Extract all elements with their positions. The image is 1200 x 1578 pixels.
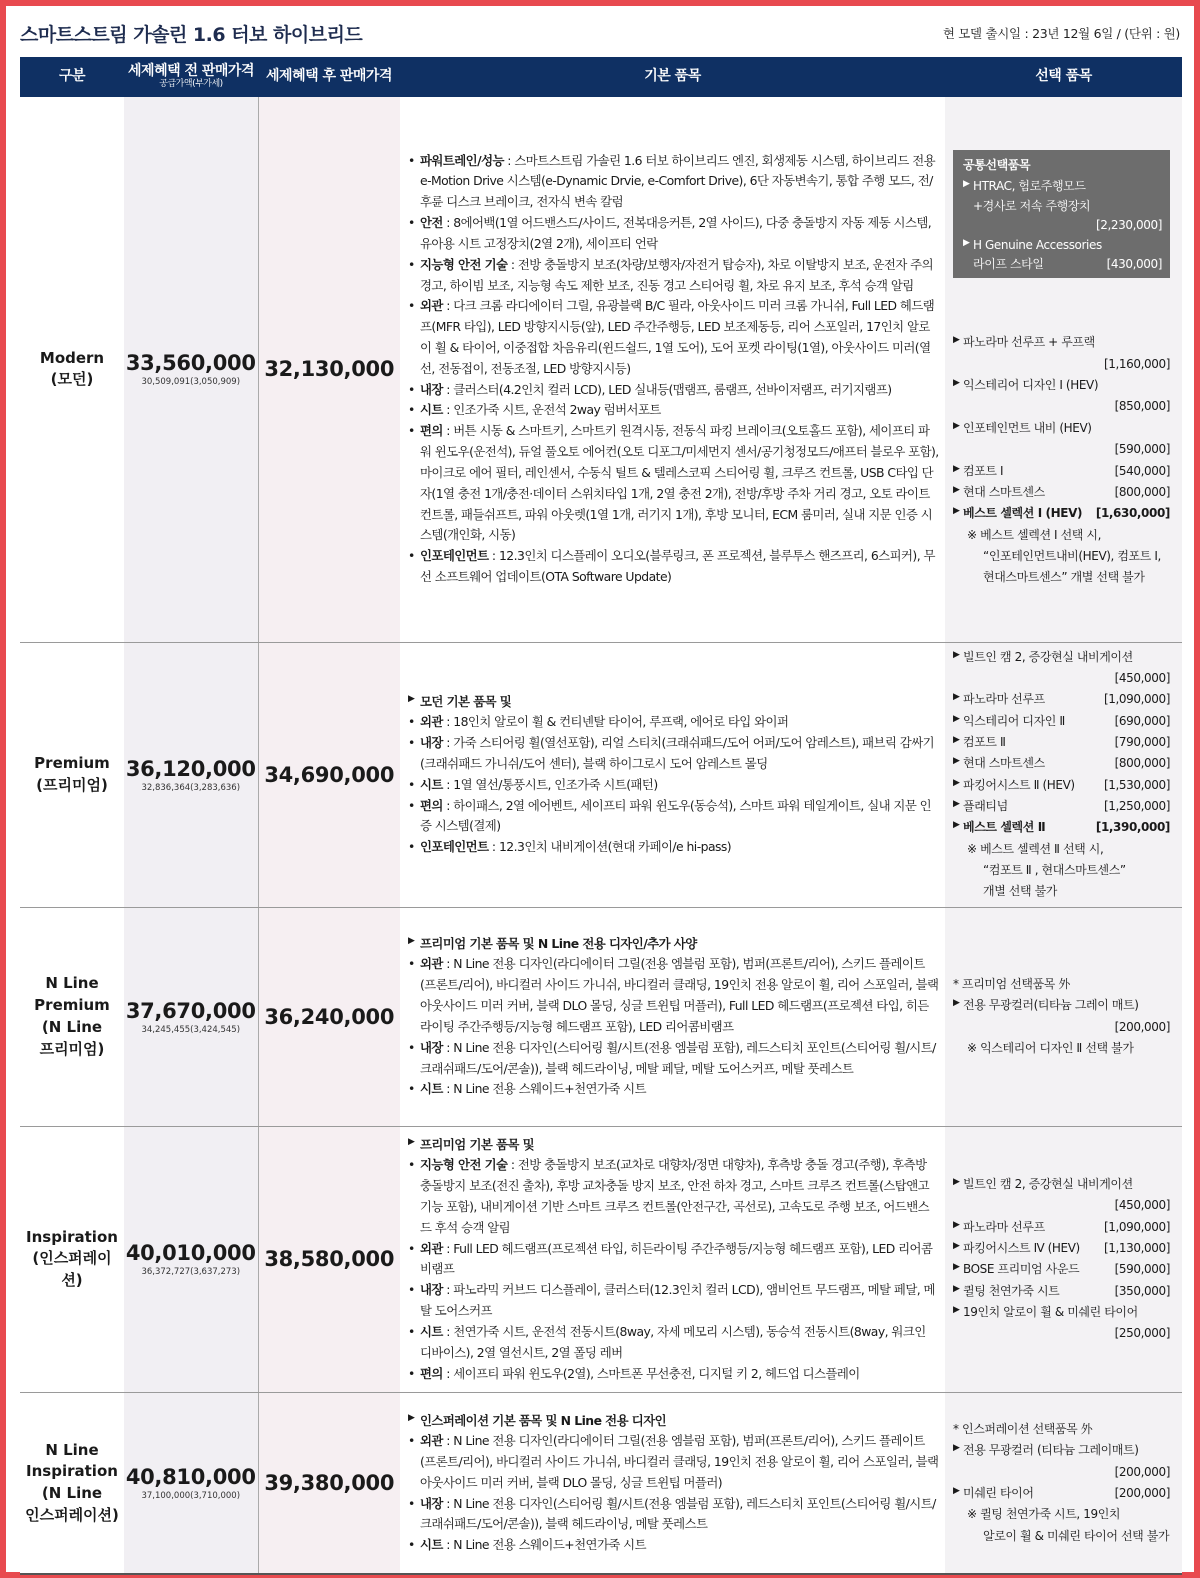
option-item: ▶ 플래티넘 [1,250,000] xyxy=(953,796,1170,817)
basic-item: • 외관 : N Line 전용 디자인(라디에이터 그릴(전용 엠블럼 포함), 범퍼(프론트/리어), 스키드 플레이트(프론트/리어), 바디컬러 사이드 가니쉬, 바디컬러 클래딩, 19인치 전용 알로이 휠, 리어 스포일러, 블랙 아웃사이드 미러 커버, 블랙 DLO 몰딩, 싱글 트윈팁 머플러), Full LED 헤드램프(프로젝션 타입, 히든라이팅 주간주행등/지능형 헤드램프 포함), LED 리어콤비램프 xyxy=(408,956,939,1034)
basic-item: • 지능형 안전 기술 : 전방 충돌방지 보조(차량/보행자/자전거 탑승자), 차로 이탈방지 보조, 운전자 주의 경고, 하이빔 보조, 지능형 속도 제한 보조, 진동 경고 스티어링 휠, 차로 유지 보조, 후석 승객 알림 xyxy=(408,256,933,293)
option-item: ▶ 파킹어시스트 Ⅳ (HEV) [1,130,000] xyxy=(953,1238,1170,1259)
basic-item: • 외관 : 18인치 알로이 휠 & 컨티넨탈 타이어, 루프랙, 에어로 타입 와이퍼 xyxy=(408,712,939,733)
price-before-value: 33,560,000 xyxy=(125,351,256,376)
basic-items xyxy=(400,1392,945,1574)
triangle-bullet-icon: ▶ xyxy=(963,179,970,190)
basic-item: • 시트 : 1열 열선/통풍시트, 인조가죽 시트(패턴) xyxy=(408,775,939,796)
triangle-bullet-icon: ▶ xyxy=(963,237,970,248)
basic-lead: ▶ 모던 기본 품목 및 xyxy=(408,694,512,710)
trim-name: Inspiration (인스퍼레이션) xyxy=(20,1126,124,1392)
bullet-icon: • xyxy=(408,1537,415,1553)
price-table xyxy=(20,57,1182,1575)
supply-price-vat: 37,100,000(3,710,000) xyxy=(141,1491,241,1502)
basic-item: • 파워트레인/성능 : 스마트스트림 가솔린 1.6 터보 하이브리드 엔진, 회생제동 시스템, 하이브리드 전용 e-Motion Drive 시스템(e-Dynamic Drvie, e-Comfort Drive), 6단 자동변속기, 통합 주행 모드, 전/후륜 디스크 브레이크, 전자식 변속 칼럼 xyxy=(408,152,936,210)
triangle-bullet-icon: ▶ xyxy=(953,1176,960,1187)
bullet-icon: • xyxy=(408,1323,415,1339)
price-before-value: 37,670,000 xyxy=(125,998,256,1023)
price-before-value: 36,120,000 xyxy=(125,756,256,781)
basic-item: • 시트 : 인조가죽 시트, 운전석 2way 럼버서포트 xyxy=(408,400,939,421)
col-header-basic: 기본 품목 xyxy=(400,57,945,97)
bullet-icon: • xyxy=(408,956,415,972)
basic-item: • 외관 : N Line 전용 디자인(라디에이터 그릴(전용 엠블럼 포함), 범퍼(프론트/리어), 스키드 플레이트(프론트/리어), 바디컬러 사이드 가니쉬, 바디컬러 클래딩, 19인치 전용 알로이 휠, 리어 스포일러, 블랙 아웃사이드 미러 커버, 블랙 DLO 몰딩, 싱글 트윈팁 머플러) xyxy=(408,1433,939,1490)
option-items xyxy=(945,642,1182,907)
basic-item: • 내장 : 클러스터(4.2인치 컬러 LCD), LED 실내등(맵램프, 룸램프, 선바이저램프, 러기지램프) xyxy=(408,380,939,401)
basic-item: • 편의 : 세이프티 파워 윈도우(2열), 스마트폰 무선충전, 디지털 키 2, 헤드업 디스플레이 xyxy=(408,1364,939,1385)
price-after-tax-benefit: 36,240,000 xyxy=(258,907,400,1126)
basic-item: • 내장 : 가죽 스티어링 휠(열선포함), 리얼 스티치(크래쉬패드/도어 어퍼/도어 암레스트), 패브릭 감싸기(크래쉬패드 가니쉬/도어 센터), 블랙 하이그로시 도어 암레스트 몰딩 xyxy=(408,735,935,771)
price-before-value: 40,810,000 xyxy=(125,1465,256,1490)
price-after-tax-benefit: 32,130,000 xyxy=(258,97,400,642)
bullet-icon: • xyxy=(408,256,415,272)
triangle-bullet-icon: ▶ xyxy=(408,1413,415,1424)
price-sheet-page xyxy=(6,6,1194,1572)
option-items xyxy=(945,1392,1182,1574)
triangle-bullet-icon: ▶ xyxy=(953,335,960,346)
bullet-icon: • xyxy=(408,1157,415,1173)
trim-name: N Line Premium (N Line 프리미엄) xyxy=(20,907,124,1126)
bullet-icon: • xyxy=(408,1240,415,1256)
supply-price-vat: 32,836,364(3,283,636) xyxy=(141,782,241,793)
bullet-icon: • xyxy=(408,776,415,792)
triangle-bullet-icon: ▶ xyxy=(953,692,960,703)
option-item: ▶ 현대 스마트센스 [800,000] xyxy=(953,753,1170,774)
price-before-tax-benefit xyxy=(124,1392,258,1574)
triangle-bullet-icon: ▶ xyxy=(953,463,960,474)
col-header-price-before: 세제혜택 전 판매가격 공급가액(부가세) xyxy=(124,57,258,97)
table-header-row xyxy=(20,57,1182,97)
basic-item: • 편의 : 버튼 시동 & 스마트키, 스마트키 원격시동, 전동식 파킹 브레이크(오토홀드 포함), 세이프티 파워 윈도우(운전석), 듀얼 풀오토 에어컨(오토 디포그/미세먼지 센서/공기청정모드/애프터 블로우 포함), 마이크로 에어 필터, 레인센서, 수동식 틸트 & 텔레스코픽 스티어링 휠, 크루즈 컨트롤, USB C타입 단자(1열 충전 1개/충전·데이터 스위치타입 1개, 2열 충전 2개), 전방/후방 주차 거리 경고, 오토 라이트 컨트롤, 패들쉬프트, 파워 아웃렛(1열 1개, 러기지 1개), 후방 모니터, ECM 룸미러, 실내 지문 인증 시스템(개인화, 시동) xyxy=(408,423,939,543)
col-header-price-after: 세제혜택 후 판매가격 xyxy=(258,57,400,97)
bullet-icon: • xyxy=(408,839,415,855)
bullet-icon: • xyxy=(408,381,415,397)
option-item: ▶ 베스트 셀렉션 Ⅱ [1,390,000] xyxy=(953,817,1170,838)
option-item: ▶ BOSE 프리미엄 사운드 [590,000] xyxy=(953,1259,1170,1280)
options-note-star: * 프리미엄 선택품목 外 xyxy=(953,977,1070,992)
trim-name: Modern (모던) xyxy=(20,97,124,642)
supply-price-vat: 34,245,455(3,424,545) xyxy=(141,1024,241,1035)
bullet-icon: • xyxy=(408,1433,415,1449)
triangle-bullet-icon: ▶ xyxy=(408,694,415,705)
bullet-icon: • xyxy=(408,215,415,231)
triangle-bullet-icon: ▶ xyxy=(953,799,960,810)
basic-items xyxy=(400,1126,945,1392)
option-item: ▶ 파노라마 선루프 + 루프랙 [1,160,000] xyxy=(953,332,1170,375)
price-after-tax-benefit: 39,380,000 xyxy=(258,1392,400,1574)
basic-item: • 안전 : 8에어백(1열 어드밴스드/사이드, 전복대응커튼, 2열 사이드), 다중 충돌방지 자동 제동 시스템, 유아용 시트 고정장치(2열 2개), 세이프티 언락 xyxy=(408,215,932,251)
triangle-bullet-icon: ▶ xyxy=(953,777,960,788)
option-item: ▶ 빌트인 캠 2, 증강현실 내비게이션 [450,000] xyxy=(953,1174,1170,1217)
option-item: ▶ 파킹어시스트 Ⅱ (HEV) [1,530,000] xyxy=(953,775,1170,796)
basic-item: • 외관 : 다크 크롬 라디에이터 그릴, 유광블랙 B/C 필라, 아웃사이드 미러 크롬 가니쉬, Full LED 헤드램프(MFR 타입), LED 방향지시등(앞), LED 주간주행등, LED 보조제동등, 리어 스포일러, 17인치 알로이 휠 & 타이어, 이중접합 차음유리(윈드쉴드, 1열 도어), 도어 포켓 라이팅(1열), 아웃사이드 미러(열선, 전동접이, 전동조절, LED 방향지시등) xyxy=(408,298,935,376)
option-restriction-note: ※ 익스테리어 디자인 Ⅱ 선택 불가 xyxy=(967,1041,1134,1056)
triangle-bullet-icon: ▶ xyxy=(953,1240,960,1251)
table-row xyxy=(20,97,1182,642)
triangle-bullet-icon: ▶ xyxy=(953,484,960,495)
triangle-bullet-icon: ▶ xyxy=(953,820,960,831)
triangle-bullet-icon: ▶ xyxy=(953,713,960,724)
bullet-icon: • xyxy=(408,1365,415,1381)
bullet-icon: • xyxy=(408,714,415,730)
basic-items xyxy=(400,97,945,642)
basic-items xyxy=(400,642,945,907)
option-items xyxy=(945,1126,1182,1392)
option-item: ▶ 퀼팅 천연가죽 시트 [350,000] xyxy=(953,1281,1170,1302)
triangle-bullet-icon: ▶ xyxy=(953,1262,960,1273)
bullet-icon: • xyxy=(408,298,415,314)
col-header-options: 선택 품목 xyxy=(945,57,1182,97)
col-header-trim: 구분 xyxy=(20,57,124,97)
basic-item: • 시트 : N Line 전용 스웨이드+천연가죽 시트 xyxy=(408,1079,939,1100)
supply-price-vat: 36,372,727(3,637,273) xyxy=(141,1267,241,1278)
price-after-tax-benefit: 34,690,000 xyxy=(258,642,400,907)
bullet-icon: • xyxy=(408,152,415,168)
basic-lead: ▶ 프리미엄 기본 품목 및 xyxy=(408,1137,535,1153)
triangle-bullet-icon: ▶ xyxy=(953,1443,960,1454)
price-before-tax-benefit xyxy=(124,97,258,642)
option-item: ▶ 파노라마 선루프 [1,090,000] xyxy=(953,689,1170,710)
option-item: ▶ 빌트인 캠 2, 증강현실 내비게이션 [450,000] xyxy=(953,647,1170,690)
basic-item: • 내장 : N Line 전용 디자인(스티어링 휠/시트(전용 엠블럼 포함), 레드스티치 포인트(스티어링 휠/시트/크래쉬패드/도어/콘솔)), 블랙 헤드라이닝, 메탈 풋레스트 xyxy=(408,1495,936,1532)
option-item: ▶ 미쉐린 타이어 [200,000] xyxy=(953,1483,1170,1504)
price-after-tax-benefit: 38,580,000 xyxy=(258,1126,400,1392)
trim-name: Premium (프리미엄) xyxy=(20,642,124,907)
bullet-icon: • xyxy=(408,1282,415,1298)
option-item: ▶ 베스트 셀렉션 Ⅰ (HEV) [1,630,000] xyxy=(953,503,1170,524)
supply-price-vat: 30,509,091(3,050,909) xyxy=(141,377,241,388)
basic-item: • 인포테인먼트 : 12.3인치 디스플레이 오디오(블루링크, 폰 프로젝션, 블루투스 핸즈프리, 6스피커), 무선 소프트웨어 업데이트(OTA Software Update) xyxy=(408,548,935,585)
triangle-bullet-icon: ▶ xyxy=(953,1305,960,1316)
option-items xyxy=(945,907,1182,1126)
price-before-tax-benefit xyxy=(124,907,258,1126)
bullet-icon: • xyxy=(408,1081,415,1097)
option-restriction-note: ※ 퀼팅 천연가죽 시트, 19인치 알로이 휠 & 미쉐린 타이어 선택 불가 xyxy=(967,1507,1170,1543)
release-date-unit: 현 모델 출시일 : 23년 12월 6일 / (단위 : 원) xyxy=(942,26,1180,41)
triangle-bullet-icon: ▶ xyxy=(953,734,960,745)
option-restriction-note: ※ 베스트 셀렉션 Ⅱ 선택 시, “컴포트 Ⅱ , 현대스마트센스” 개별 선택 불가 xyxy=(967,841,1126,899)
basic-item: • 시트 : 천연가죽 시트, 운전석 전동시트(8way, 자세 메모리 시스템), 동승석 전동시트(8way, 워크인 디바이스), 2열 열선시트, 2열 폴딩 레버 xyxy=(408,1323,926,1360)
price-before-tax-benefit xyxy=(124,1126,258,1392)
common-option-item: ▶ H Genuine Accessories 라이프 스타일 [430,000] xyxy=(963,237,1162,271)
trim-name: N Line Inspiration (N Line 인스퍼레이션) xyxy=(20,1392,124,1574)
page-title: 스마트스트림 가솔린 1.6 터보 하이브리드 xyxy=(20,24,363,46)
triangle-bullet-icon: ▶ xyxy=(408,1137,415,1148)
triangle-bullet-icon: ▶ xyxy=(953,998,960,1009)
triangle-bullet-icon: ▶ xyxy=(408,936,415,947)
price-before-value: 40,010,000 xyxy=(125,1241,256,1266)
bullet-icon: • xyxy=(408,402,415,418)
price-before-tax-benefit xyxy=(124,642,258,907)
option-item: ▶ 19인치 알로이 휠 & 미쉐린 타이어 [250,000] xyxy=(953,1302,1170,1345)
bullet-icon: • xyxy=(408,1039,415,1055)
triangle-bullet-icon: ▶ xyxy=(953,1283,960,1294)
option-item: ▶ 전용 무광컬러 (티타늄 그레이매트) [200,000] xyxy=(953,1440,1170,1483)
basic-lead: ▶ 인스퍼레이션 기본 품목 및 N Line 전용 디자인 xyxy=(408,1413,667,1429)
basic-lead: ▶ 프리미엄 기본 품목 및 N Line 전용 디자인/추가 사양 xyxy=(408,936,697,952)
common-option-item: ▶ HTRAC, 험로주행모드 +경사로 저속 주행장치 [2,230,000] xyxy=(963,179,1162,233)
basic-item: • 외관 : Full LED 헤드램프(프로젝션 타입, 히든라이팅 주간주행등/지능형 헤드램프 포함), LED 리어콤비램프 xyxy=(408,1240,933,1277)
options-note-star: * 인스퍼레이션 선택품목 外 xyxy=(953,1421,1093,1436)
common-options-box: 공통선택품목 ▶ HTRAC, 험로주행모드 +경사로 저속 주행장치 [2,230,000] ▶ H Genuine Accessories 라이프 스타일 [430,000] xyxy=(953,150,1170,279)
triangle-bullet-icon: ▶ xyxy=(953,649,960,660)
basic-item: • 시트 : N Line 전용 스웨이드+천연가죽 시트 xyxy=(408,1535,939,1556)
basic-item: • 내장 : N Line 전용 디자인(스티어링 휠/시트(전용 엠블럼 포함), 레드스티치 포인트(스티어링 휠/시트/크래쉬패드/도어/콘솔)), 블랙 헤드라이닝, 메탈 페달, 메탈 도어스커프, 메탈 풋레스트 xyxy=(408,1039,936,1076)
basic-item: • 인포테인먼트 : 12.3인치 내비게이션(현대 카페이/e hi-pass) xyxy=(408,837,939,858)
table-row xyxy=(20,642,1182,907)
option-item: ▶ 인포테인먼트 내비 (HEV) [590,000] xyxy=(953,418,1170,461)
triangle-bullet-icon: ▶ xyxy=(953,1219,960,1230)
triangle-bullet-icon: ▶ xyxy=(953,420,960,431)
basic-item: • 지능형 안전 기술 : 전방 충돌방지 보조(교차로 대향차/정면 대향차), 후측방 충돌 경고(주행), 후측방 충돌방지 보조(전진 출차), 후방 교차충돌 방지 보조, 안전 하차 경고, 스마트 크루즈 컨트롤(스탑앤고 기능 포함), 내비게이션 기반 스마트 크루즈 컨트롤(안전구간, 곡선로), 고속도로 주행 보조, 어드밴스드 후석 승객 알림 xyxy=(408,1157,930,1235)
table-row xyxy=(20,907,1182,1126)
option-item: ▶ 현대 스마트센스 [800,000] xyxy=(953,482,1170,503)
option-item: ▶ 컴포트 Ⅱ [790,000] xyxy=(953,732,1170,753)
table-row xyxy=(20,1392,1182,1574)
table-row xyxy=(20,1126,1182,1392)
bullet-icon: • xyxy=(408,735,415,751)
option-item: ▶ 전용 무광컬러(티타늄 그레이 매트) [200,000] xyxy=(953,995,1170,1038)
basic-item: • 편의 : 하이패스, 2열 에어벤트, 세이프티 파워 윈도우(동승석), 스마트 파워 테일게이트, 실내 지문 인증 시스템(결제) xyxy=(408,797,932,834)
option-restriction-note: ※ 베스트 셀렉션 Ⅰ 선택 시, “인포테인먼트내비(HEV), 컴포트 Ⅰ, 현대스마트센스” 개별 선택 불가 xyxy=(967,527,1161,585)
bullet-icon: • xyxy=(408,797,415,813)
option-item: ▶ 컴포트 Ⅰ [540,000] xyxy=(953,461,1170,482)
option-item: ▶ 파노라마 선루프 [1,090,000] xyxy=(953,1217,1170,1238)
triangle-bullet-icon: ▶ xyxy=(953,378,960,389)
option-item: ▶ 익스테리어 디자인 Ⅱ [690,000] xyxy=(953,711,1170,732)
triangle-bullet-icon: ▶ xyxy=(953,756,960,767)
basic-item: • 내장 : 파노라믹 커브드 디스플레이, 클러스터(12.3인치 컬러 LCD), 앰비언트 무드램프, 메탈 페달, 메탈 도어스커프 xyxy=(408,1282,935,1319)
triangle-bullet-icon: ▶ xyxy=(953,506,960,517)
option-item: ▶ 익스테리어 디자인 Ⅰ (HEV) [850,000] xyxy=(953,375,1170,418)
bullet-icon: • xyxy=(408,548,415,564)
triangle-bullet-icon: ▶ xyxy=(953,1486,960,1497)
bullet-icon: • xyxy=(408,423,415,439)
option-items xyxy=(945,97,1182,642)
basic-items xyxy=(400,907,945,1126)
bullet-icon: • xyxy=(408,1495,415,1511)
